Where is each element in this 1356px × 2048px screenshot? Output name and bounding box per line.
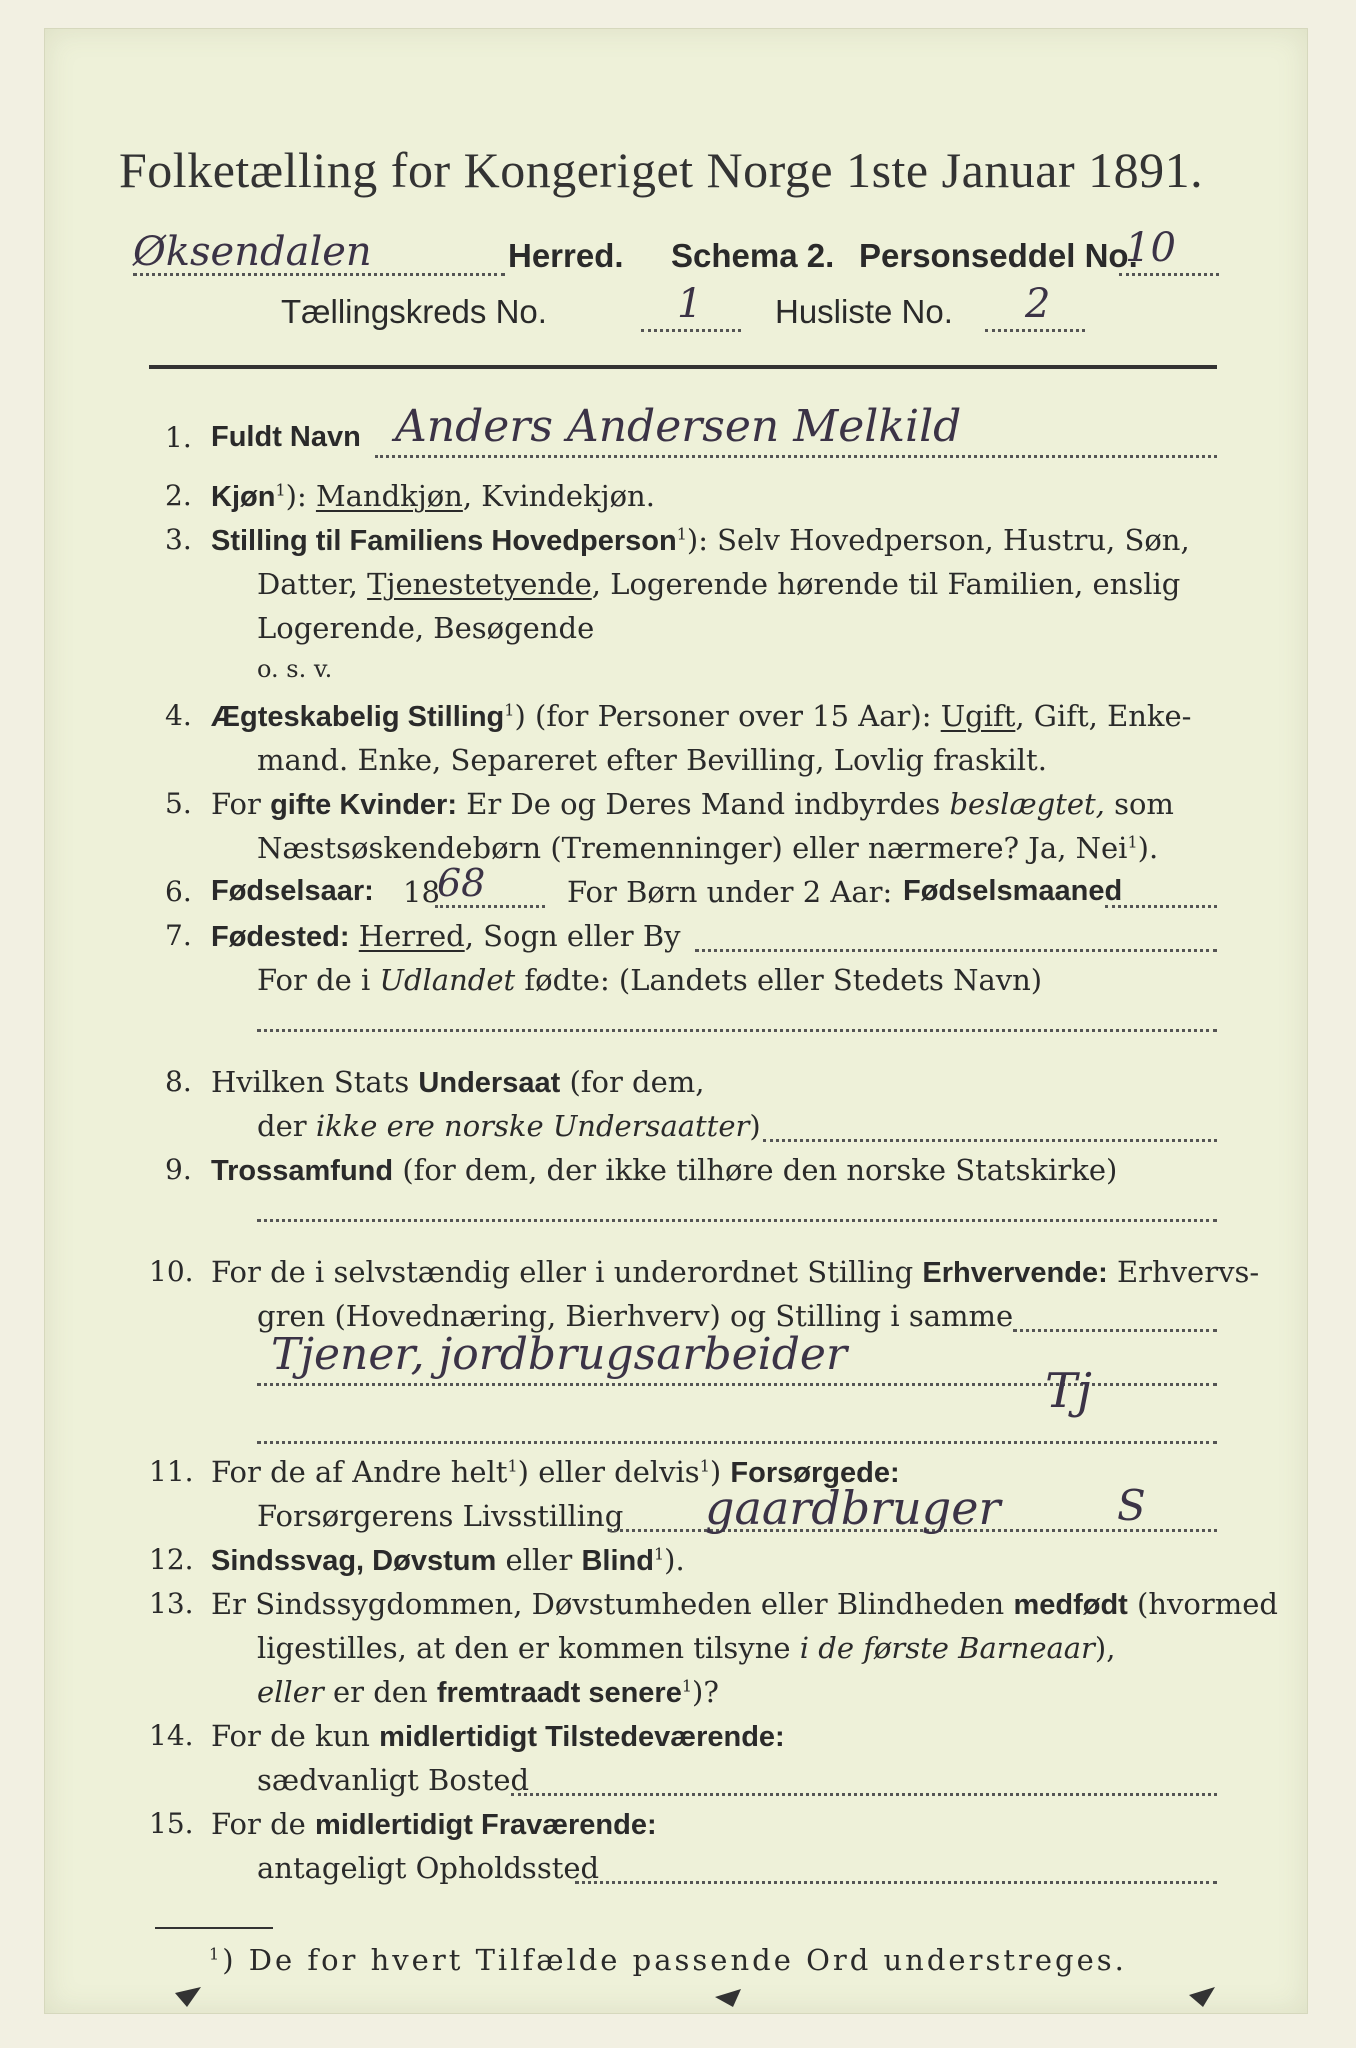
item-10-mark: Tj <box>1045 1363 1092 1419</box>
item-13-number: 13. <box>149 1587 194 1620</box>
item-13-line2-a: ligestilles, at den er kommen tilsyne <box>257 1631 791 1665</box>
item-12-sup: 1 <box>653 1544 665 1564</box>
item-10-line2-dotline <box>1013 1329 1217 1332</box>
item-6-label: Fødselsaar: <box>211 875 374 907</box>
item-15-line2: antageligt Opholdssted <box>257 1851 600 1885</box>
item-1-label: Fuldt Navn <box>211 421 361 453</box>
item-7-option-herred: Herred <box>358 919 465 953</box>
item-3-line2 <box>257 567 1180 601</box>
item-5-label: gifte Kvinder: <box>270 789 457 821</box>
item-11-text-b: ) eller delvis <box>517 1455 700 1489</box>
item-3-line2-a: Datter, <box>257 567 358 601</box>
item-15-number: 15. <box>149 1807 194 1840</box>
item-15-text-a: For de <box>211 1807 306 1841</box>
husliste-dotline <box>985 329 1085 332</box>
item-13-line2-b: ), <box>1094 1631 1116 1665</box>
herred-label: Herred. <box>508 237 624 274</box>
item-13-line3 <box>257 1675 719 1710</box>
item-3-line1 <box>211 523 1190 558</box>
item-2-option-kvindekjon: , Kvindekjøn. <box>462 479 655 513</box>
item-10-number: 10. <box>149 1255 194 1288</box>
item-6-text-b: For Børn under 2 Aar: <box>567 875 893 909</box>
form-title: Folketælling for Kongeriget Norge 1ste Januar 1891. <box>119 142 1204 198</box>
item-2-number: 2. <box>165 479 192 512</box>
footnote-sup: 1 <box>209 1944 223 1964</box>
item-5-sup: 1 <box>1127 832 1138 852</box>
item-9-dotline <box>257 1219 1217 1222</box>
item-6-prefix: 18 <box>403 875 440 909</box>
item-1-dotline <box>375 455 1217 458</box>
item-14-number: 14. <box>149 1719 194 1752</box>
item-13-line3-label: fremtraadt senere <box>436 1677 682 1709</box>
item-2-option-mandkjon: Mandkjøn <box>315 479 463 513</box>
item-11-number: 11. <box>149 1455 194 1488</box>
item-8-text-a: Hvilken Stats <box>211 1065 410 1099</box>
item-7-line2-b: fødte: (Landets eller Stedets Navn) <box>524 963 1043 997</box>
item-3-number: 3. <box>165 523 192 556</box>
kreds-label: Tællingskreds No. <box>281 293 547 330</box>
item-2-label: Kjøn <box>211 481 276 513</box>
item-7-text-b: , Sogn eller By <box>464 919 681 953</box>
personseddel-label: Personseddel No. <box>859 237 1138 274</box>
item-15-line1 <box>211 1807 657 1842</box>
item-13-line2-italic: i de første Barneaar <box>799 1631 1095 1665</box>
item-15-dotline <box>575 1881 1217 1884</box>
item-6-number: 6. <box>165 875 192 908</box>
herred-dotline <box>133 273 505 276</box>
item-3-line4: o. s. v. <box>257 655 333 683</box>
registration-mark-left-icon <box>173 1985 203 2009</box>
item-8-line2-a: der <box>257 1109 307 1143</box>
item-15-label: midlertidigt Fraværende: <box>315 1809 657 1841</box>
item-5-text-a: For <box>211 787 261 821</box>
item-2-line <box>211 479 655 514</box>
item-5-text-italic: beslægtet, <box>949 787 1105 821</box>
item-4-option-ugift: Ugift <box>940 699 1016 733</box>
item-12-label2: Blind <box>581 1545 654 1577</box>
item-9-text-b: (for dem, der ikke tilhøre den norske Statskirke) <box>402 1153 1118 1187</box>
item-4-line1 <box>211 699 1191 734</box>
item-7-line2-italic: Udlandet <box>379 963 516 997</box>
item-1-number: 1. <box>165 421 192 454</box>
item-3-label: Stilling til Familiens Hovedperson <box>211 525 677 557</box>
item-3-option-tjenestetyende: Tjenestetyende <box>367 567 592 601</box>
item-13-line3-a: er den <box>332 1675 428 1709</box>
personseddel-value: 10 <box>1125 225 1176 271</box>
item-5-line1 <box>211 787 1174 822</box>
item-8-line2 <box>257 1109 761 1143</box>
item-7-dotline <box>695 949 1217 952</box>
kreds-value: 1 <box>677 281 703 327</box>
item-4-line2: mand. Enke, Separeret efter Bevilling, Lovlig fraskilt. <box>257 743 1047 777</box>
item-3-line1-rest: ): Selv Hovedperson, Hustru, Søn, <box>686 523 1190 557</box>
footnote-text: ) De for hvert Tilfælde passende Ord understreges. <box>222 1943 1127 1977</box>
item-10-line4-dotline <box>257 1441 1217 1444</box>
registration-mark-right-icon <box>1187 1985 1217 2009</box>
item-4-number: 4. <box>165 699 192 732</box>
personseddel-dotline <box>1119 273 1219 276</box>
item-4-sup: 1 <box>504 700 515 720</box>
census-form <box>44 28 1308 2014</box>
item-3-sup: 1 <box>676 524 687 544</box>
item-3-line3: Logerende, Besøgende <box>257 611 595 645</box>
item-5-line2-text: Næstsøskendebørn (Tremenninger) eller nærmere? Ja, Nei <box>257 831 1128 865</box>
husliste-value: 2 <box>1025 281 1051 327</box>
item-7-line1 <box>211 919 681 954</box>
item-1-value: Anders Andersen Melkild <box>395 401 962 452</box>
footnote-rule <box>155 1927 273 1929</box>
item-11-text-a: For de af Andre helt <box>211 1455 508 1489</box>
item-12-number: 12. <box>149 1543 194 1576</box>
item-8-line2-italic: ikke ere norske Undersaatter <box>315 1109 750 1143</box>
item-6-label2: Fødselsmaaned <box>903 875 1123 907</box>
item-10-line2: gren (Hovednæring, Bierhverv) og Stilling i samme <box>257 1299 1014 1333</box>
item-9-line1 <box>211 1153 1117 1188</box>
item-12-label: Sindssvag, Døvstum <box>211 1545 497 1577</box>
item-5-text-c: som <box>1114 787 1174 821</box>
item-7-line2-a: For de i <box>257 963 371 997</box>
item-13-label: medfødt <box>1013 1589 1128 1621</box>
item-8-label: Undersaat <box>418 1067 561 1099</box>
item-11-mark: S <box>1117 1481 1146 1530</box>
item-10-text-a: For de i selvstændig eller i underordnet Stilling <box>211 1255 914 1289</box>
item-10-label: Erhvervende: <box>922 1257 1108 1289</box>
item-4-line1-a: ) (for Personer over 15 Aar): <box>514 699 932 733</box>
item-6-value: 68 <box>437 861 486 905</box>
item-14-label: midlertidigt Tilstedeværende: <box>379 1721 785 1753</box>
item-7-number: 7. <box>165 919 192 952</box>
item-7-line2 <box>257 963 1042 997</box>
item-12-text-c: ). <box>664 1543 685 1577</box>
item-5-line2-end: ). <box>1137 831 1159 865</box>
item-4-line1-b: , Gift, Enke- <box>1015 699 1192 733</box>
item-5-number: 5. <box>165 787 192 820</box>
item-8-line2-b: ) <box>749 1109 761 1143</box>
item-9-number: 9. <box>165 1153 192 1186</box>
item-2-text: ): <box>285 479 307 513</box>
item-13-line2 <box>257 1631 1115 1665</box>
item-8-number: 8. <box>165 1065 192 1098</box>
item-14-text-a: For de kun <box>211 1719 370 1753</box>
item-8-text-b: (for dem, <box>569 1065 705 1099</box>
item-7-line3-dotline <box>257 1029 1217 1032</box>
item-13-line3-sup: 1 <box>681 1676 693 1696</box>
item-3-line2-b: , Logerende hørende til Familien, enslig <box>591 567 1181 601</box>
registration-mark-center-icon <box>713 1985 743 2009</box>
item-6-month-dotline <box>1105 905 1217 908</box>
item-11-sup2: 1 <box>699 1456 710 1476</box>
item-10-value: Tjener, jordbrugsarbeider <box>271 1329 847 1380</box>
item-12-text-b: eller <box>505 1543 573 1577</box>
schema-label: Schema 2. <box>671 237 835 274</box>
item-13-line3-b: )? <box>692 1675 719 1709</box>
item-10-line1 <box>211 1255 1259 1290</box>
item-8-dotline <box>763 1139 1217 1142</box>
item-10-text-b: Erhvervs- <box>1116 1255 1260 1289</box>
item-11-text-c: ) <box>709 1455 722 1489</box>
kreds-dotline <box>641 329 741 332</box>
header-rule <box>149 365 1217 369</box>
item-13-text-a: Er Sindssygdommen, Døvstumheden eller Blindheden <box>211 1587 1005 1621</box>
item-12-line1 <box>211 1543 685 1578</box>
item-13-text-b: (hvormed <box>1137 1587 1278 1621</box>
item-7-label: Fødested: <box>211 921 350 953</box>
herred-value: Øksendalen <box>133 229 372 275</box>
item-11-line2: Forsørgerens Livsstilling <box>257 1499 624 1533</box>
item-5-text-b: Er De og Deres Mand indbyrdes <box>466 787 941 821</box>
item-4-label: Ægteskabelig Stilling <box>211 701 505 733</box>
item-11-label: Forsørgede: <box>730 1457 900 1489</box>
item-5-line2 <box>257 831 1158 865</box>
footnote <box>209 1943 1127 1977</box>
item-14-line1 <box>211 1719 785 1754</box>
item-13-line3-italic: eller <box>257 1675 324 1709</box>
item-13-line1 <box>211 1587 1278 1622</box>
item-11-value: gaardbruger <box>705 1481 1001 1535</box>
item-11-sup: 1 <box>507 1456 518 1476</box>
item-2-sup: 1 <box>275 480 286 500</box>
husliste-label: Husliste No. <box>775 293 953 330</box>
item-6-dotline <box>435 905 545 908</box>
item-14-line2: sædvanligt Bosted <box>257 1763 530 1797</box>
item-14-dotline <box>511 1793 1217 1796</box>
item-9-label: Trossamfund <box>211 1155 394 1187</box>
item-8-line1 <box>211 1065 705 1100</box>
